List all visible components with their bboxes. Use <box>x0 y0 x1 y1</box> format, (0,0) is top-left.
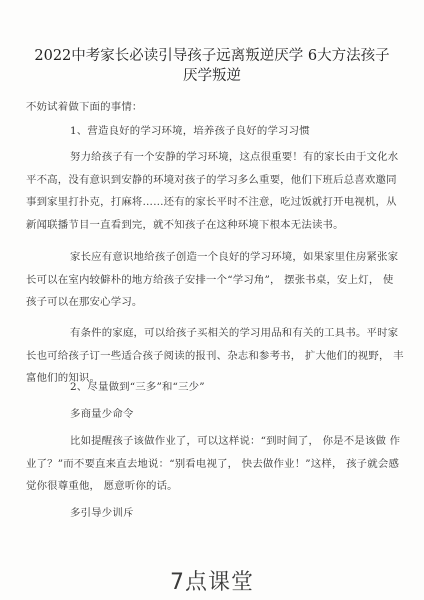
intro-text: 不妨试着做下面的事情： <box>26 101 143 113</box>
subheading-2: 多引导少训斥 <box>70 507 134 519</box>
paragraph-3: 有条件的家庭，可以给孩子买相关的学习用品和有关的工具书。平时家长也可给孩子订一些适合孩子阅读的报刊、杂志和参考书， 扩大他们的视野， 丰富他们的知识。 <box>26 327 404 384</box>
section-heading-2: 2、尽量做到“三多”和“三少” <box>70 381 205 393</box>
document-title: 2022中考家长必读引导孩子远离叛逆厌学 6大方法孩子厌学叛逆 <box>34 48 390 84</box>
paragraph-2: 家长应有意识地给孩子创造一个良好的学习环境，如果家里住房紧张家长可以在室内较僻朴的地方给孩子安排一个“学习角”， 摆张书桌，安上灯， 使孩子可以在那安心学习。 <box>26 251 399 308</box>
paragraph-1: 努力给孩子有一个安静的学习环境，这点很重要！有的家长由于文化水平不高，没有意识到安静的环境对孩子的学习多么重要，他们下班后总喜欢邀同事到家里打扑克，打麻将……还有的家长平时不注意，吃过饭就打开电视机，从新闻联播节目一直看到完，就不知孩子在这种环境下根本无法读书。 <box>26 151 399 231</box>
subheading-1: 多商量少命令 <box>70 408 134 420</box>
section-heading-1: 1、营造良好的学习环境，培养孩子良好的学习习惯 <box>70 125 310 137</box>
watermark-logo-text: 7点课堂 <box>170 570 254 595</box>
paragraph-4: 比如提醒孩子该做作业了，可以这样说：“到时间了， 你是不是该做 作业了？”而不要直来直去地说：“别看电视了， 快去做作业！”这样， 孩子就会感觉你很尊重他， 愿意听你的话。 <box>26 435 401 492</box>
